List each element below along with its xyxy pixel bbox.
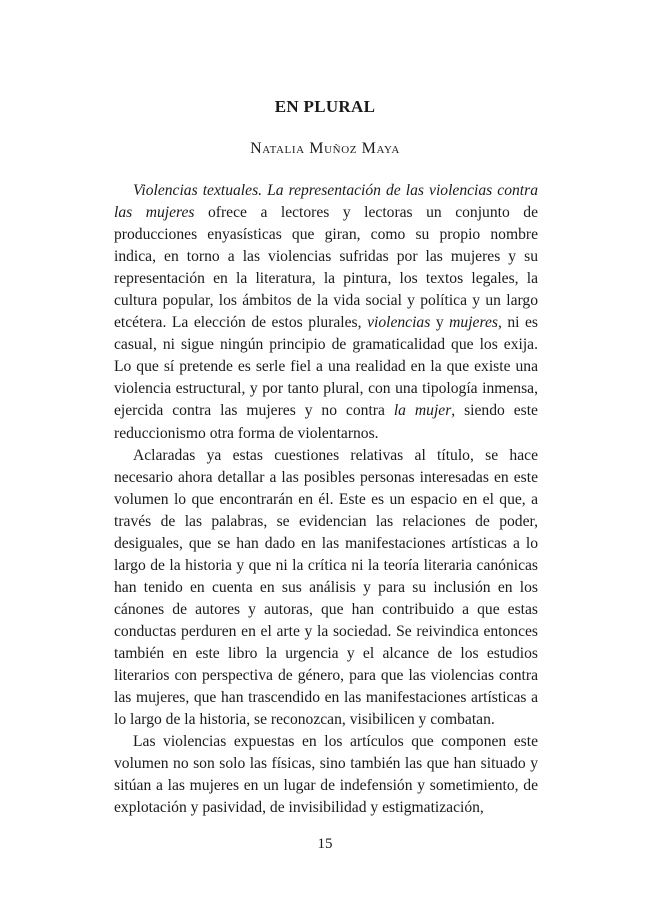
italic-text: violencias [367,314,431,332]
paragraph [114,180,538,445]
italic-text: mujeres [449,314,498,332]
text-run: Las violencias expuestas en los artículos que componen este volumen no son solo las físicas, sino también las que han situado y sitúan a las mujeres en un lugar de indefensión y sometimiento, de explotación y pasividad, de invisibilidad y estigmatización, [114,733,538,817]
chapter-title: EN PLURAL [274,97,376,116]
page-number: 15 [317,836,333,852]
text-run: Aclaradas ya estas cuestiones relativas al título, se hace necesario ahora detallar a las posibles personas interesadas en este volumen lo que encontrarán en él. Este es un espacio en el que, a través de las palabras, se evidencian las relaciones de poder, desiguales, que se han dado en las manifestaciones artísticas a lo largo de la historia y que ni la crítica ni la teoría literaria canónicas han tenido en cuenta en sus análisis y para su inclusión en los cánones de autores y autoras, que han contribuido a que estas conductas perduren en el arte y la sociedad. Se reivindica entonces también en este libro la urgencia y el alcance de los estudios literarios con perspectiva de género, para que las violencias contra las mujeres, que han trascendido en las manifestaciones artísticas a lo largo de la historia, se reconozcan, visibilicen y combatan. [114,446,538,729]
author-name: Natalia Muñoz Maya [250,140,400,157]
italic-text: Violencias textuales. La representación de las violencias contra las mujeres [114,182,538,222]
body-text [114,180,538,819]
italic-text: la mujer [393,402,452,420]
text-run: ofrece a lectores y lectoras un conjunto de producciones enyasísticas que giran, como su propio nombre indica, en torno a las violencias sufridas por las mujeres y su representación en la literatura, la pintura, los textos legales, la cultura popular, los ámbitos de la vida social y política y un largo etcétera. La elección de estos plurales, [114,204,538,332]
paragraph [114,731,538,819]
text-run: , ni es casual, ni sigue ningún principio de gramaticalidad que los exija. Lo que sí pretende es serle fiel a una realidad en la que existe una violencia estructural, y por tanto plural, con una tipología inmensa, ejercida contra las mujeres y no contra [114,314,538,420]
text-run: y [430,314,450,332]
paragraph [114,445,538,732]
text-run: , siendo este reduccionismo otra forma de violentarnos. [114,402,538,442]
